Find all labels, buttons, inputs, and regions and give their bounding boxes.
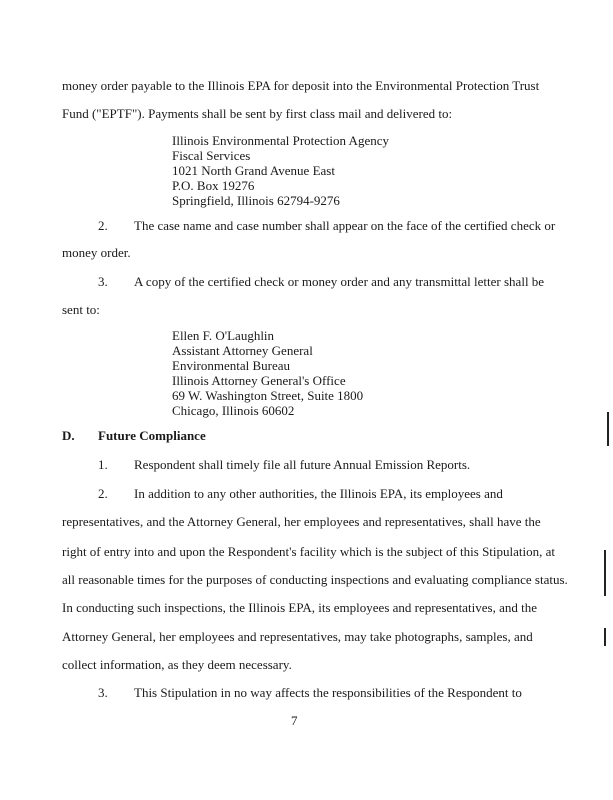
address-line: Environmental Bureau — [172, 358, 291, 373]
item-number: 2. — [98, 218, 108, 233]
body-line: Respondent shall timely file all future Annual Emission Reports. — [134, 457, 471, 472]
body-line: money order payable to the Illinois EPA for deposit into the Environmental Protection Trust — [62, 78, 540, 93]
body-line: money order. — [62, 245, 131, 260]
body-line: right of entry into and upon the Respondent's facility which is the subject of this Stipulation, at — [62, 544, 556, 559]
body-line: Attorney General, her employees and representatives, may take photographs, samples, and — [62, 629, 533, 644]
address-line: 69 W. Washington Street, Suite 1800 — [172, 388, 364, 403]
scan-artifact — [607, 412, 609, 446]
page-number: 7 — [291, 713, 298, 728]
body-line: This Stipulation in no way affects the responsibilities of the Respondent to — [134, 685, 522, 700]
body-line: Fund ("EPTF"). Payments shall be sent by first class mail and delivered to: — [62, 106, 453, 121]
item-number: 3. — [98, 274, 108, 289]
address-line: Illinois Attorney General's Office — [172, 373, 346, 388]
body-line: collect information, as they deem necessary. — [62, 657, 292, 672]
section-heading: Future Compliance — [98, 428, 206, 443]
scan-artifact — [604, 628, 606, 646]
scan-artifact — [604, 550, 606, 596]
item-number: 3. — [98, 685, 108, 700]
address-line: Illinois Environmental Protection Agency — [172, 133, 389, 148]
item-number: 2. — [98, 486, 108, 501]
body-line: representatives, and the Attorney General, her employees and representatives, shall have the — [62, 514, 541, 529]
item-number: 1. — [98, 457, 108, 472]
body-line: all reasonable times for the purposes of conducting inspections and evaluating compliance status. — [62, 572, 568, 587]
address-line: Assistant Attorney General — [172, 343, 313, 358]
address-line: Springfield, Illinois 62794-9276 — [172, 193, 340, 208]
address-line: Ellen F. O'Laughlin — [172, 328, 275, 343]
section-letter: D. — [62, 428, 75, 443]
body-line: In conducting such inspections, the Illinois EPA, its employees and representatives, and the — [62, 600, 538, 615]
address-line: 1021 North Grand Avenue East — [172, 163, 335, 178]
body-line: The case name and case number shall appear on the face of the certified check or — [134, 218, 556, 233]
body-line: sent to: — [62, 302, 100, 317]
body-line: In addition to any other authorities, the Illinois EPA, its employees and — [134, 486, 503, 501]
address-line: Chicago, Illinois 60602 — [172, 403, 295, 418]
body-line: A copy of the certified check or money order and any transmittal letter shall be — [134, 274, 545, 289]
address-line: P.O. Box 19276 — [172, 178, 255, 193]
address-line: Fiscal Services — [172, 148, 251, 163]
